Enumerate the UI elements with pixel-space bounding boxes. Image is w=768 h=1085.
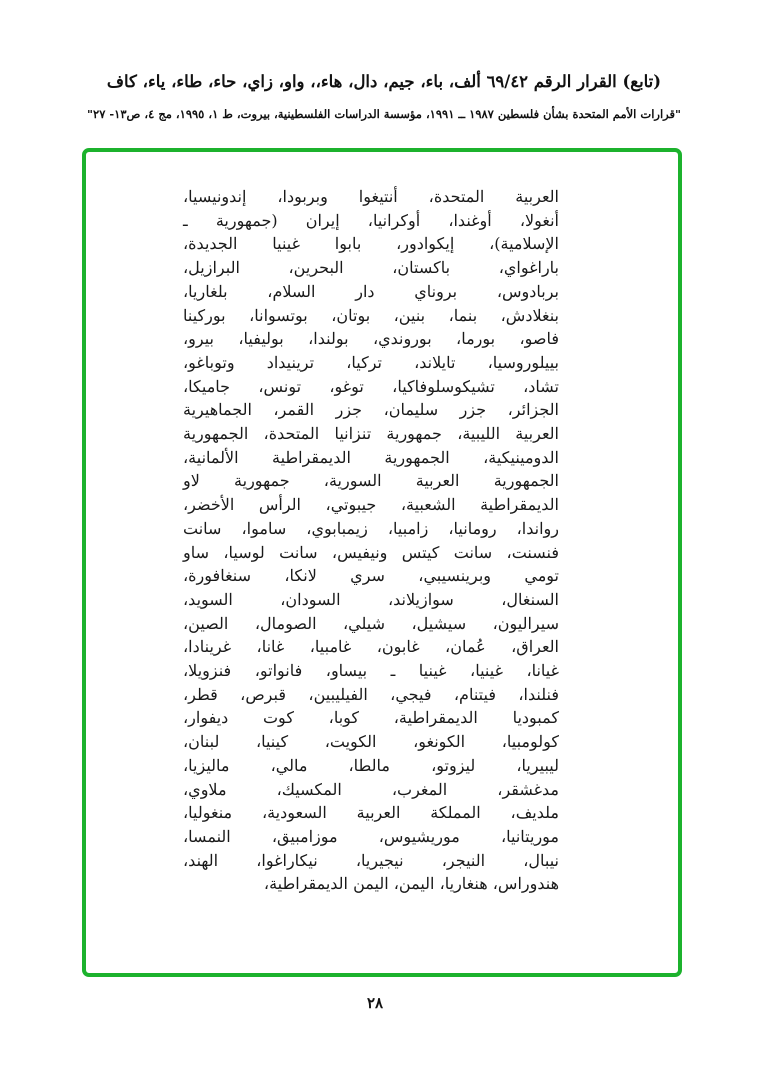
- body-text-line: العربية الليبية، جمهورية تنزانيا المتحدة، الجمهورية: [183, 424, 559, 444]
- body-text-line: رواندا، رومانيا، زامبيا، زيمبابوي، ساموا، سانت: [183, 518, 559, 538]
- resolution-source-citation: "قرارات الأمم المتحدة بشأن فلسطين ١٩٨٧ ــ ١٩٩١، مؤسسة الدراسات الفلسطينية، بيروت، ط ١، ١٩٩٥، مج ٤، ص١٣- ٢٧": [87, 107, 681, 121]
- body-text-line: العراق، عُمان، غابون، غامبيا، غانا، غرينادا،: [183, 637, 559, 657]
- body-text-line: نيبال، النيجر، نيجيريا، نيكاراغوا، الهند،: [183, 850, 559, 870]
- body-text-line: ملديف، المملكة العربية السعودية، منغوليا،: [183, 803, 559, 823]
- body-text-line: موريتانيا، موريشيوس، موزامبيق، النمسا،: [183, 826, 559, 846]
- body-text-line: تشاد، تشيكوسلوفاكيا، توغو، تونس، جاميكا،: [183, 376, 559, 396]
- body-text-line: ليبيريا، ليزوتو، مالطا، مالي، ماليزيا،: [183, 755, 559, 775]
- body-text-line: العربية المتحدة، أنتيغوا وبربودا، إندونيسيا،: [183, 187, 559, 206]
- body-text-line: الديمقراطية الشعبية، جيبوتي، الرأس الأخضر،: [183, 495, 559, 515]
- body-text-line: الإسلامية)، إيكوادور، بابوا غينيا الجديدة،: [183, 234, 559, 254]
- body-text-line: الدومينيكية، الجمهورية الديمقراطية الألمانية،: [183, 447, 559, 467]
- body-text-line: الجزائر، جزر سليمان، جزر القمر، الجماهيرية: [183, 400, 559, 420]
- page-number: ٢٨: [366, 994, 384, 1012]
- body-text-line: فنلندا، فيتنام، فيجي، الفيليبين، قبرص، قطر،: [183, 684, 559, 704]
- body-text-line: بنغلادش، بنما، بنين، بوتان، بوتسوانا، بوركينا: [183, 305, 559, 325]
- resolution-header-title: (تابع) القرار الرقم ٦٩/٤٢ ألف، باء، جيم، دال، هاء،، واو، زاي، حاء، طاء، ياء، كاف: [106, 72, 662, 91]
- body-text-line: هندوراس، هنغاريا، اليمن، اليمن الديمقراطية،: [263, 874, 559, 894]
- body-text-line: بربادوس، بروناي دار السلام، بلغاريا،: [183, 281, 559, 301]
- body-text: [183, 185, 559, 896]
- body-text-line: أنغولا، أوغندا، أوكرانيا، إيران (جمهورية ـ: [183, 210, 559, 230]
- body-text-line: فاصو، بورما، بوروندي، بولندا، بوليفيا، بيرو،: [183, 329, 559, 349]
- body-text-line: غيانا، غينيا، غينيا ـ بيساو، فانواتو، فنزويلا،: [183, 661, 559, 681]
- body-text-line: فنسنت، سانت كيتس ونيفيس، سانت لوسيا، ساو: [183, 542, 559, 562]
- body-text-line: تومي وبرينسيبي، سري لانكا، سنغافورة،: [183, 566, 559, 586]
- body-text-line: السنغال، سوازيلاند، السودان، السويد،: [183, 589, 559, 609]
- body-text-line: كمبوديا الديمقراطية، كوبا، كوت ديفوار،: [183, 708, 559, 728]
- body-text-line: مدغشقر، المغرب، المكسيك، ملاوي،: [183, 779, 559, 799]
- resolution-text-box: [82, 148, 682, 977]
- body-text-line: باراغواي، باكستان، البحرين، البرازيل،: [183, 258, 559, 278]
- body-text-line: كولومبيا، الكونغو، الكويت، كينيا، لبنان،: [183, 732, 559, 752]
- body-text-line: سيراليون، سيشيل، شيلي، الصومال، الصين،: [183, 613, 559, 633]
- body-text-line: بييلوروسيا، تايلاند، تركيا، ترينيداد وتوباغو،: [183, 352, 559, 372]
- body-text-line: الجمهورية العربية السورية، جمهورية لاو: [183, 471, 559, 491]
